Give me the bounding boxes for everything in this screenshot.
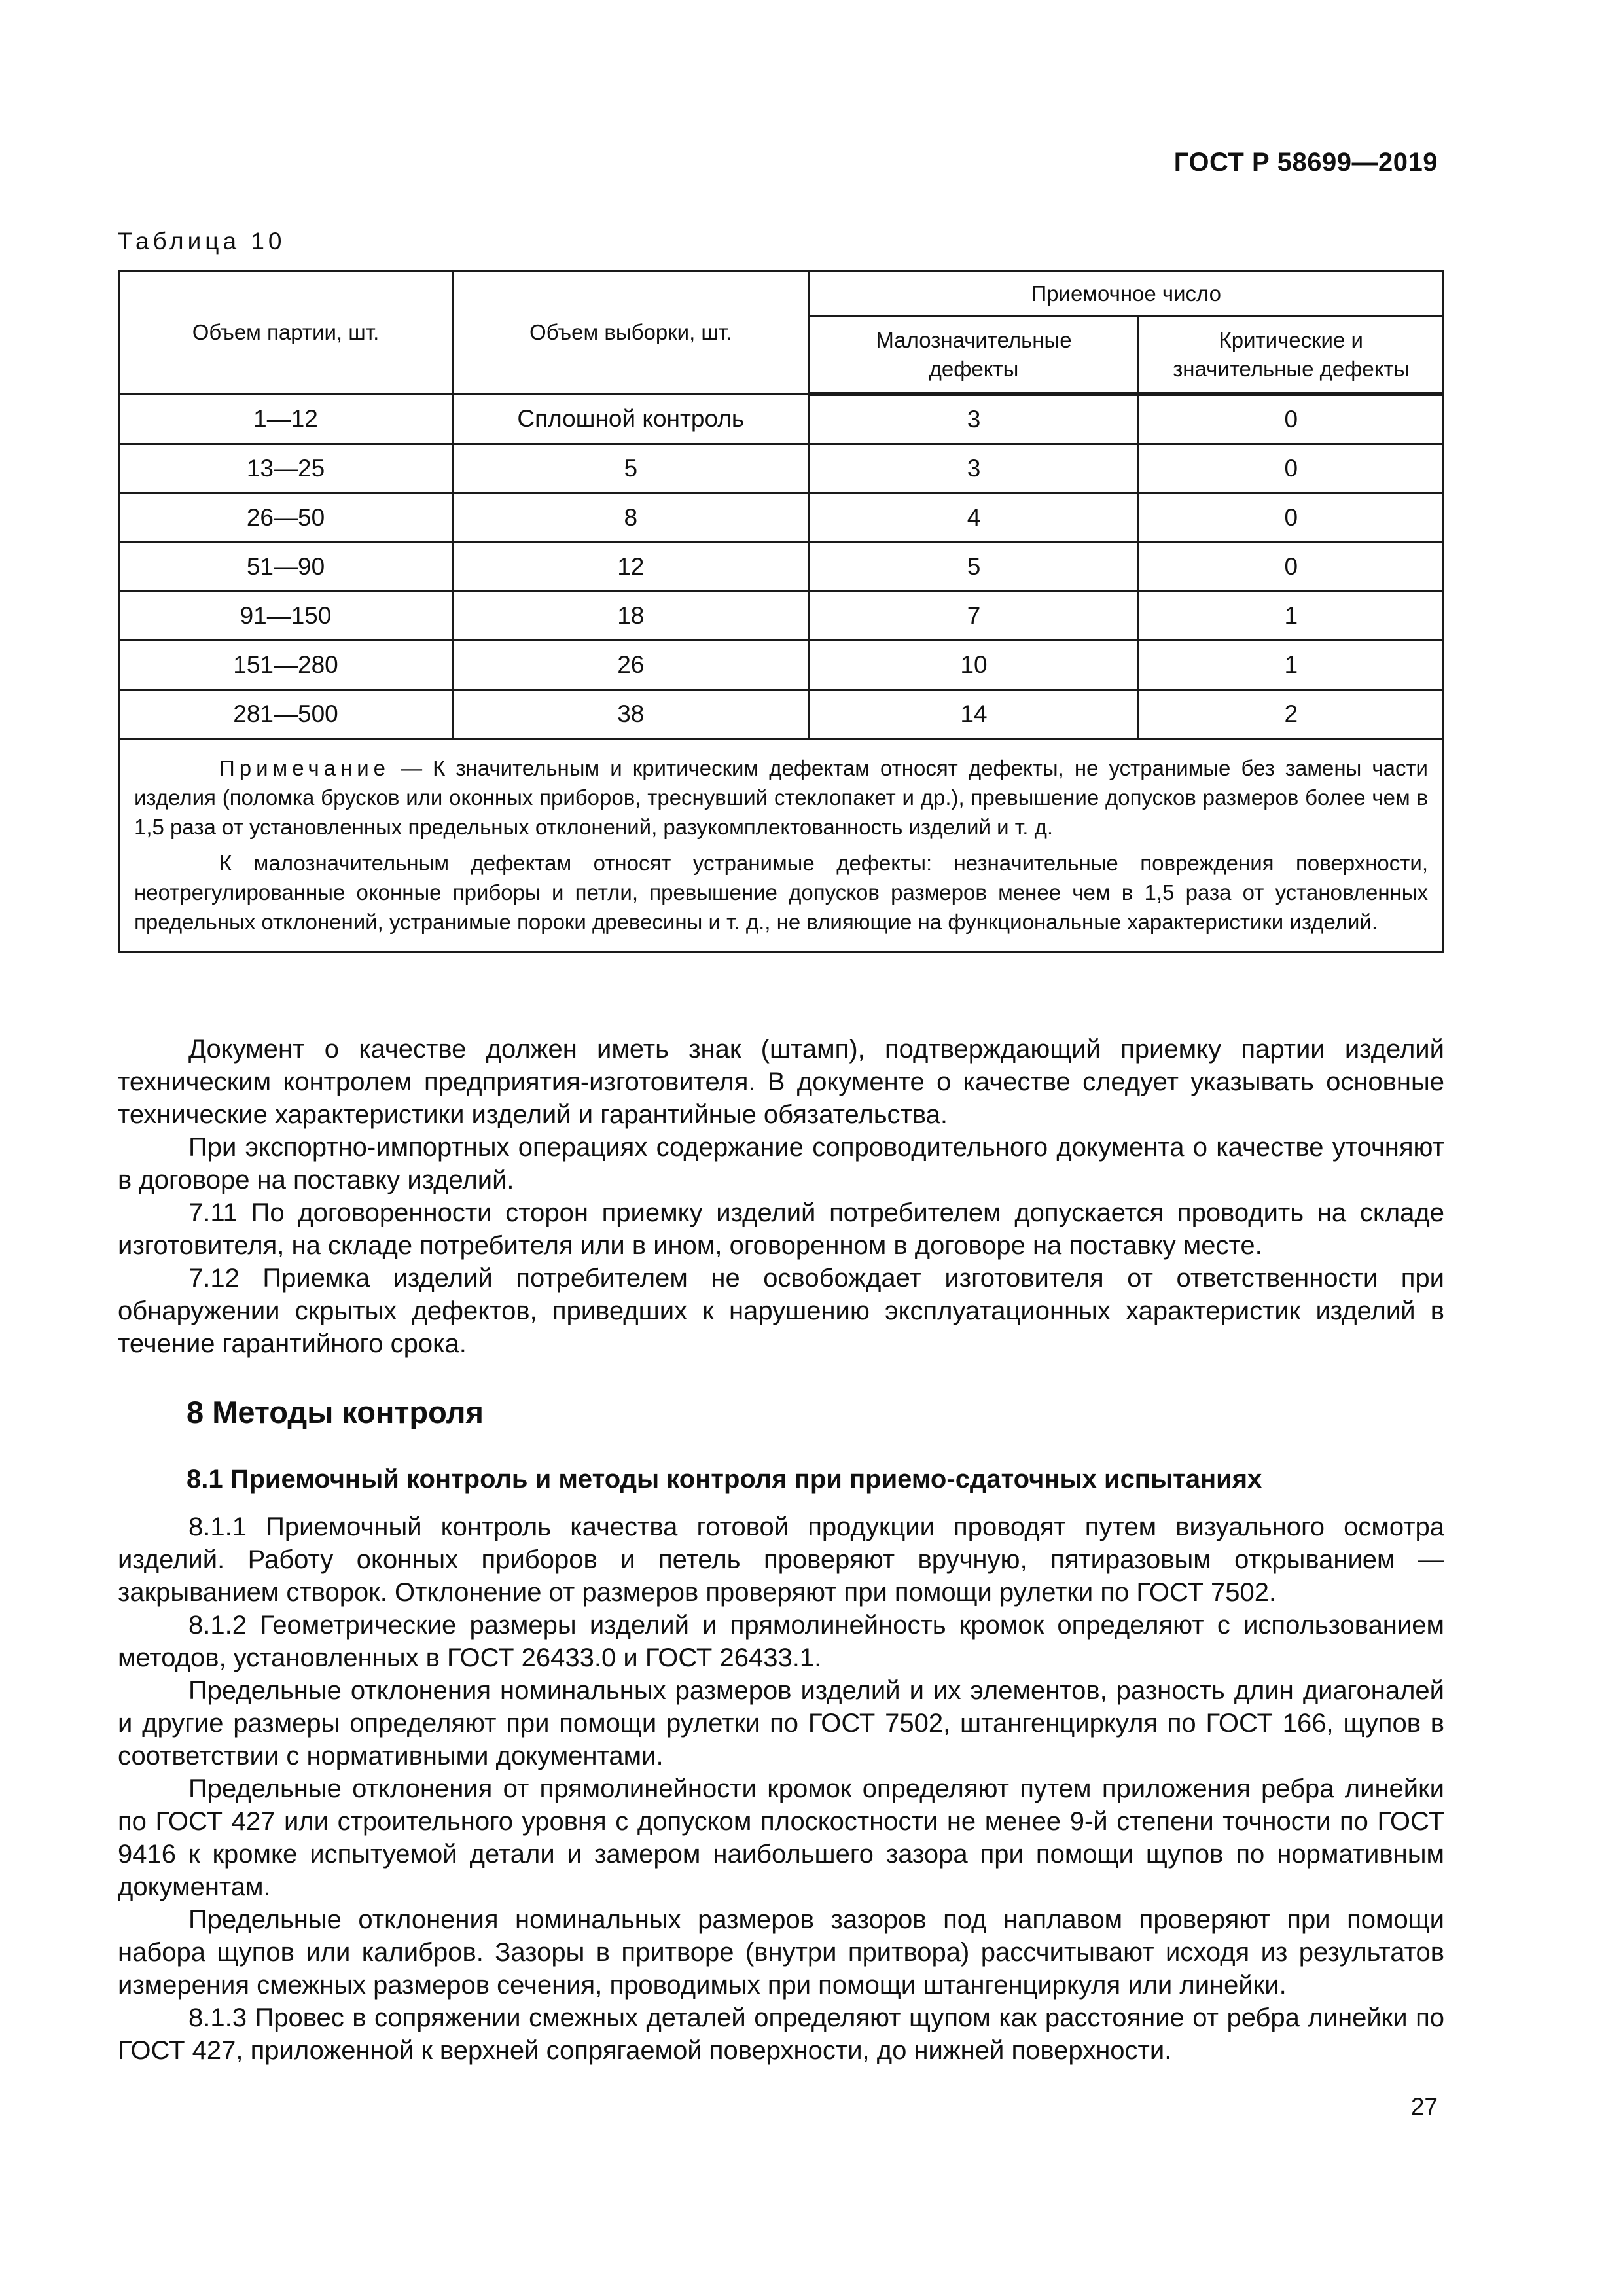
paragraph: 8.1.1 Приемочный контроль качества готовой продукции проводят путем визуального осмотра изделий. Работу оконных приборов и петель проверяют вручную, пятиразовым открыванием — закрыванием створок. Отклонение от размеров проверяют при помощи рулетки по ГОСТ 7502. [118,1513,1444,1607]
paragraph: Документ о качестве должен иметь знак (штамп), подтверждающий приемку партии изделий техническим контролем предприятия-изготовителя. В документе о качестве следует указывать основные технические характеристики изделий и гарантийные обязательства. [118,1035,1444,1129]
paragraph: 8.1.3 Провес в сопряжении смежных деталей определяют щупом как расстояние от ребра линейки по ГОСТ 427, приложенной к верхней сопрягаемой поверхности, до нижней поверхности. [118,2003,1444,2065]
cell-critical: 0 [1139,543,1444,592]
cell-lot: 26—50 [119,493,453,543]
acceptance-table-container [118,270,1444,953]
cell-sample: 5 [453,444,809,493]
note-text-1: — К значительным и критическим дефектам относят дефекты, не устранимые без замены части изделия (поломка брусков или оконных приборов, треснувший стеклопакет и др.), превышение допусков размеров более чем в 1,5 раза от установленных предельных отклонений, разукомплектованность изделий и т. д. [134,756,1428,839]
cell-sample: 26 [453,641,809,690]
cell-critical: 2 [1139,690,1444,740]
page-number: 27 [1410,2093,1438,2120]
body-section-8 [118,1511,1444,2067]
cell-sample: 38 [453,690,809,740]
section-heading: 8 Методы контроля [187,1395,484,1429]
cell-lot: 151—280 [119,641,453,690]
table-row [119,493,1444,543]
paragraph: Предельные отклонения номинальных размеров зазоров под наплавом проверяют при помощи набора щупов или калибров. Зазоры в притворе (внутри притвора) рассчитывают исходя из результатов измерения смежных размеров сечения, проводимых при помощи штангенциркуля или линейки. [118,1905,1444,2000]
cell-lot: 1—12 [119,394,453,444]
paragraph: Предельные отклонения номинальных размеров изделий и их элементов, разность длин диагоналей и другие размеры определяют при помощи рулетки по ГОСТ 7502, штангенциркуля по ГОСТ 166, щупов в соответствии с нормативными документами. [118,1676,1444,1770]
note-paragraph-1 [134,753,1428,842]
cell-lot: 13—25 [119,444,453,493]
cell-sample: Сплошной контроль [453,394,809,444]
table-row [119,690,1444,740]
table-row [119,641,1444,690]
cell-minor: 7 [809,592,1139,641]
table-caption: Таблица 10 [118,228,286,255]
cell-minor: 3 [809,394,1139,444]
cell-lot: 91—150 [119,592,453,641]
note-paragraph-2: К малозначительным дефектам относят устранимые дефекты: незначительные повреждения поверхности, неотрегулированные оконные приборы и петли, превышение допусков размеров менее чем в 1,5 раза от установленных предельных отклонений, устранимые пороки древесины и т. д., не влияющие на функциональные характеристики изделий. [134,851,1428,934]
cell-minor: 3 [809,444,1139,493]
cell-lot: 51—90 [119,543,453,592]
cell-lot: 281—500 [119,690,453,740]
table-row [119,394,1444,444]
paragraph: При экспортно-импортных операциях содержание сопроводительного документа о качестве уточняют в договоре на поставку изделий. [118,1133,1444,1194]
header-acceptance-number: Приемочное число [809,272,1444,317]
table-row [119,592,1444,641]
header-minor-defects: Малозначительные дефекты [809,317,1139,395]
acceptance-table [118,270,1444,953]
cell-minor: 4 [809,493,1139,543]
paragraph: 8.1.2 Геометрические размеры изделий и прямолинейность кромок определяют с использованием методов, установленных в ГОСТ 26433.0 и ГОСТ 26433.1. [118,1611,1444,1672]
header-sample-size: Объем выборки, шт. [453,272,809,395]
cell-critical: 1 [1139,641,1444,690]
cell-sample: 8 [453,493,809,543]
cell-critical: 0 [1139,444,1444,493]
cell-sample: 18 [453,592,809,641]
cell-critical: 1 [1139,592,1444,641]
table-row [119,543,1444,592]
table-row [119,444,1444,493]
cell-sample: 12 [453,543,809,592]
subsection-heading: 8.1 Приемочный контроль и методы контроля при приемо-сдаточных испытаниях [187,1465,1262,1494]
cell-critical: 0 [1139,493,1444,543]
header-critical-defects: Критические и значительные дефекты [1139,317,1444,395]
body-section-7 [118,1033,1444,1360]
cell-minor: 10 [809,641,1139,690]
cell-critical: 0 [1139,394,1444,444]
paragraph: 7.12 Приемка изделий потребителем не освобождает изготовителя от ответственности при обнаружении скрытых дефектов, приведших к нарушению эксплуатационных характеристик изделий в течение гарантийного срока. [118,1264,1444,1358]
paragraph: Предельные отклонения от прямолинейности кромок определяют путем приложения ребра линейки по ГОСТ 427 или строительного уровня с допуском плоскостности не менее 9-й степени точности по ГОСТ 9416 к кромке испытуемой детали и замером наибольшего зазора при помощи щупов по нормативным документам. [118,1774,1444,1901]
document-id: ГОСТ Р 58699—2019 [1173,148,1438,177]
paragraph: 7.11 По договоренности сторон приемку изделий потребителем допускается проводить на складе изготовителя, на складе потребителя или в ином, оговоренном в договоре на поставку месте. [118,1198,1444,1260]
note-label: Примечание [219,756,391,780]
cell-minor: 14 [809,690,1139,740]
cell-minor: 5 [809,543,1139,592]
header-lot-size: Объем партии, шт. [119,272,453,395]
table-note [119,739,1444,952]
